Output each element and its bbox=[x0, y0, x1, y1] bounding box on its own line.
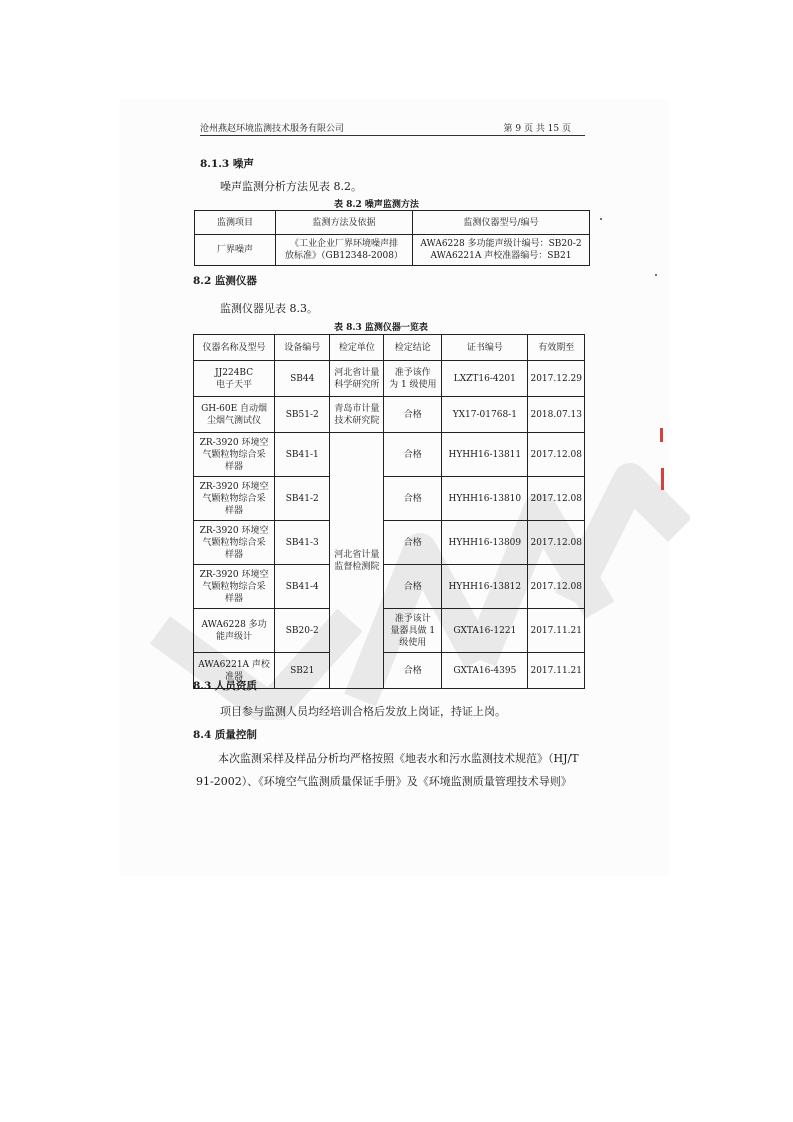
table-8-3-caption: 表 8.3 监测仪器一览表 bbox=[334, 323, 428, 333]
t83-cell: SB44 bbox=[275, 361, 330, 397]
t83-cell bbox=[194, 397, 275, 433]
t83-cell-line: 青岛市计量 bbox=[334, 403, 380, 414]
table-row bbox=[194, 609, 585, 653]
t83-header: 证书编号 bbox=[442, 335, 528, 361]
section-8-2-title: 8.2 监测仪器 bbox=[193, 275, 257, 287]
t82-cell-line: 《工业企业厂界环境噪声排 bbox=[289, 239, 398, 249]
t83-cell-line: 准器 bbox=[225, 671, 244, 682]
t83-cell-line: 合格 bbox=[403, 409, 422, 420]
t82-cell: 厂界噪声 bbox=[195, 235, 276, 266]
t83-cell-line: ZR-3920 环境空 bbox=[199, 437, 269, 448]
page-header bbox=[200, 121, 585, 136]
t83-cell-line: 科学研究所 bbox=[334, 379, 380, 390]
t83-header: 检定结论 bbox=[384, 335, 442, 361]
section-8-1-3-intro: 噪声监测分析方法见表 8.2。 bbox=[220, 180, 362, 193]
t83-cell-line: ZR-3920 环境空 bbox=[199, 569, 269, 580]
t83-cell-line: 量器具做 1 bbox=[390, 625, 436, 636]
t83-cell: SB21 bbox=[275, 653, 330, 689]
t83-cell-line: AWA6221A 声校 bbox=[198, 659, 270, 670]
table-row bbox=[194, 477, 585, 521]
t83-cell-line: GH-60E 自动烟 bbox=[201, 403, 268, 414]
t83-cell-line: 样器 bbox=[225, 549, 244, 560]
t82-header: 监测仪器型号/编号 bbox=[413, 211, 590, 235]
t83-cell-line: 电子天平 bbox=[216, 379, 253, 390]
t83-cell: SB20-2 bbox=[275, 609, 330, 653]
t83-cell: 2017.11.21 bbox=[528, 609, 585, 653]
t83-cell bbox=[384, 521, 442, 565]
t83-cell: 2018.07.13 bbox=[528, 397, 585, 433]
t83-cell bbox=[384, 653, 442, 689]
t83-cell bbox=[384, 433, 442, 477]
t83-cell-line: 合格 bbox=[403, 665, 422, 676]
company-name: 沧州燕赵环境监测技术服务有限公司 bbox=[200, 124, 345, 134]
t83-cell-line: 能声级计 bbox=[216, 631, 253, 642]
t83-cell bbox=[384, 397, 442, 433]
table-row bbox=[194, 565, 585, 609]
t83-cell bbox=[194, 521, 275, 565]
table-8-2-caption: 表 8.2 噪声监测方法 bbox=[334, 200, 419, 210]
t83-cell-line: ZR-3920 环境空 bbox=[199, 525, 269, 536]
page-number: 第 9 页 共 15 页 bbox=[503, 124, 571, 134]
t83-cell-line: 尘烟气测试仪 bbox=[207, 415, 262, 426]
t83-cell-line: AWA6228 多功 bbox=[201, 619, 267, 630]
t83-cell bbox=[384, 565, 442, 609]
t83-cell bbox=[194, 477, 275, 521]
t83-cell bbox=[384, 609, 442, 653]
section-8-4-line-2: 91-2002）、《环境空气监测质量保证手册》及《环境监测质量管理技术导则》 bbox=[196, 775, 572, 788]
t83-cell-line: 合格 bbox=[403, 449, 422, 460]
t83-cell bbox=[194, 565, 275, 609]
t83-cell-line: 技术研究院 bbox=[334, 415, 380, 426]
section-8-3-title: 8.3 人员资质 bbox=[193, 680, 257, 692]
t82-cell bbox=[276, 235, 413, 266]
section-8-1-3-title: 8.1.3 噪声 bbox=[200, 158, 254, 170]
t83-cell: HYHH16-13809 bbox=[442, 521, 528, 565]
t83-cell-line: 合格 bbox=[403, 493, 422, 504]
stamp-edge-mark bbox=[660, 428, 663, 442]
section-8-4-title: 8.4 质量控制 bbox=[193, 729, 257, 741]
t83-cell: YX17-01768-1 bbox=[442, 397, 528, 433]
t83-cell-line: 气颗粒物综合采 bbox=[202, 449, 266, 460]
t83-cell: 2017.12.08 bbox=[528, 565, 585, 609]
t83-cell-line: 准予该作 bbox=[394, 367, 431, 378]
t83-cell: 2017.11.21 bbox=[528, 653, 585, 689]
t83-cell: SB41-3 bbox=[275, 521, 330, 565]
t83-cell: 2017.12.08 bbox=[528, 433, 585, 477]
section-8-4-line-1: 本次监测采样及样品分析均严格按照《地表水和污水监测技术规范》（HJ/T bbox=[218, 752, 579, 765]
table-row bbox=[194, 397, 585, 433]
stamp-edge-mark bbox=[661, 468, 664, 490]
t83-header: 设备编号 bbox=[275, 335, 330, 361]
t83-cell bbox=[194, 361, 275, 397]
t82-cell-line: AWA6228 多功能声级计编号：SB20-2 bbox=[420, 239, 582, 249]
t83-cell-line: 气颗粒物综合采 bbox=[202, 537, 266, 548]
t83-cell: 2017.12.08 bbox=[528, 477, 585, 521]
t83-cell-line: 河北省计量 bbox=[334, 367, 380, 378]
t83-cell: LXZT16-4201 bbox=[442, 361, 528, 397]
t83-cell bbox=[330, 361, 384, 397]
t83-cell: SB51-2 bbox=[275, 397, 330, 433]
t82-cell bbox=[413, 235, 590, 266]
t83-cell: GXTA16-4395 bbox=[442, 653, 528, 689]
t83-cell-line: 监督检测院 bbox=[334, 561, 380, 572]
table-row bbox=[194, 521, 585, 565]
t83-cell-line: 样器 bbox=[225, 593, 244, 604]
t82-cell-line: AWA6221A 声校准器编号：SB21 bbox=[430, 251, 572, 261]
t83-cell-line: 样器 bbox=[225, 505, 244, 516]
t83-cell-line: 气颗粒物综合采 bbox=[202, 581, 266, 592]
t83-cell-line: 河北省计量 bbox=[334, 549, 380, 560]
t83-cell-line: 为 1 级使用 bbox=[389, 379, 437, 390]
scan-speck bbox=[600, 218, 602, 220]
t82-cell-line: 放标准》（GB12348-2008） bbox=[285, 251, 403, 261]
t83-header: 检定单位 bbox=[330, 335, 384, 361]
t83-cell-line: 级使用 bbox=[399, 637, 427, 648]
t83-header: 仪器名称及型号 bbox=[194, 335, 275, 361]
t83-cell bbox=[384, 477, 442, 521]
t82-header: 监测项目 bbox=[195, 211, 276, 235]
t83-cell-line: ZR-3920 环境空 bbox=[199, 481, 269, 492]
t83-cell bbox=[330, 433, 384, 689]
t83-cell-line: 合格 bbox=[403, 537, 422, 548]
t83-cell bbox=[194, 433, 275, 477]
table-row bbox=[194, 361, 585, 397]
t83-cell bbox=[194, 609, 275, 653]
section-8-3-text: 项目参与监测人员均经培训合格后发放上岗证，持证上岗。 bbox=[220, 705, 506, 718]
t83-cell: 2017.12.29 bbox=[528, 361, 585, 397]
table-8-2 bbox=[194, 210, 590, 266]
t83-cell bbox=[330, 397, 384, 433]
table-row bbox=[194, 433, 585, 477]
scan-speck bbox=[655, 274, 657, 276]
t83-cell-line: JJ224BC bbox=[215, 367, 254, 378]
section-8-2-intro: 监测仪器见表 8.3。 bbox=[220, 302, 318, 315]
t83-cell: SB41-2 bbox=[275, 477, 330, 521]
t83-cell: SB41-1 bbox=[275, 433, 330, 477]
t83-cell: HYHH16-13812 bbox=[442, 565, 528, 609]
t83-cell-line: 气颗粒物综合采 bbox=[202, 493, 266, 504]
t83-cell: 2017.12.08 bbox=[528, 521, 585, 565]
t83-cell: HYHH16-13811 bbox=[442, 433, 528, 477]
t83-cell: GXTA16-1221 bbox=[442, 609, 528, 653]
t83-cell: HYHH16-13810 bbox=[442, 477, 528, 521]
table-8-3 bbox=[193, 334, 585, 689]
t83-cell: SB41-4 bbox=[275, 565, 330, 609]
t83-header: 有效期至 bbox=[528, 335, 585, 361]
t83-cell bbox=[384, 361, 442, 397]
t83-cell-line: 样器 bbox=[225, 461, 244, 472]
t83-cell-line: 准予该计 bbox=[394, 613, 431, 624]
t83-cell-line: 合格 bbox=[403, 581, 422, 592]
t82-header: 监测方法及依据 bbox=[276, 211, 413, 235]
